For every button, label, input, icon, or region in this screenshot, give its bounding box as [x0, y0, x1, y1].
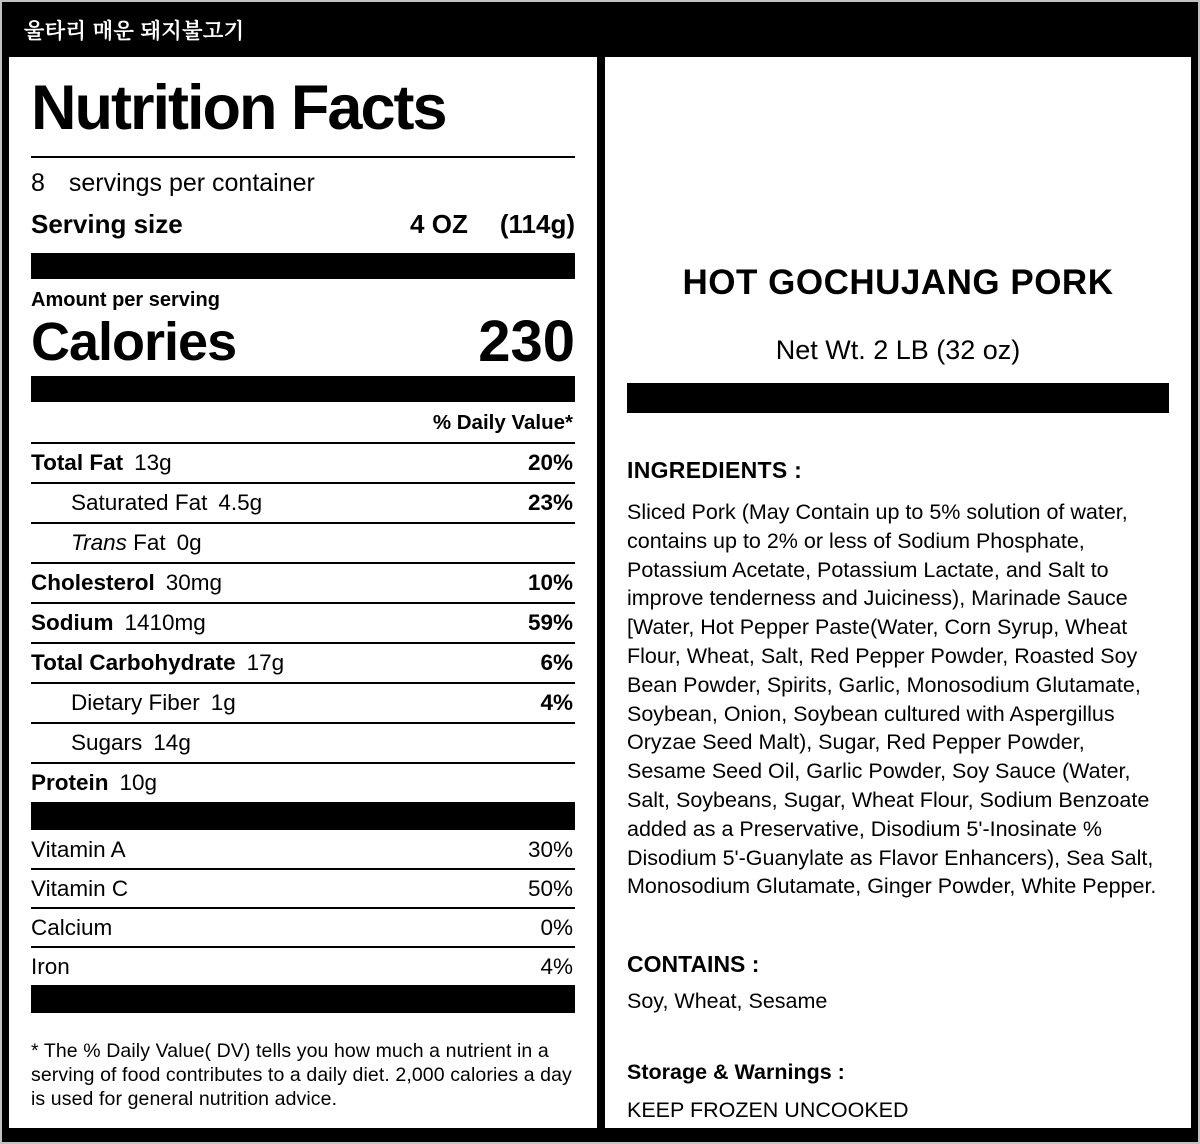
dv-total-fat: 20%	[527, 450, 573, 476]
serving-size-value: 4 OZ	[410, 209, 468, 239]
vitamin-row-calcium: Calcium 0%	[31, 907, 575, 946]
dv-dietary-fiber: 4%	[540, 690, 573, 716]
thick-bar-1	[31, 253, 575, 279]
ingredients-heading: INGREDIENTS :	[627, 457, 803, 483]
nutrient-row-protein: Protein 10g	[31, 762, 575, 802]
serving-size-row	[31, 200, 575, 253]
label-panels	[2, 57, 1198, 1136]
calories-row	[31, 309, 575, 374]
nutrient-row-total-fat: Total Fat 13g 20%	[31, 442, 575, 482]
dv-saturated-fat: 23%	[527, 490, 573, 516]
vitamins-section	[31, 831, 575, 985]
dv-vitamin-c: 50%	[527, 875, 573, 901]
vitamin-row-iron: Iron 4%	[31, 946, 575, 985]
servings-label: servings per container	[68, 169, 315, 197]
vitamin-row-vitamin-c: Vitamin C 50%	[31, 868, 575, 907]
dv-total-carbohydrate: 6%	[540, 650, 573, 676]
nutrient-row-sugars: Sugars 14g	[31, 722, 575, 762]
window-titlebar	[2, 2, 1198, 57]
servings-count: 8	[31, 169, 45, 197]
net-weight: Net Wt. 2 LB (32 oz)	[775, 335, 1021, 365]
nutrient-row-saturated-fat: Saturated Fat 4.5g 23%	[31, 482, 575, 522]
serving-size-label: Serving size	[31, 209, 183, 239]
servings-per-container-row	[31, 158, 575, 200]
thick-bar-2	[31, 376, 575, 402]
window-title: 울타리 매운 돼지불고기	[24, 19, 245, 43]
dv-vitamin-a: 30%	[527, 836, 573, 862]
dv-calcium: 0%	[540, 914, 573, 940]
serving-size-grams: (114g)	[499, 209, 575, 239]
nutrient-row-total-carbohydrate: Total Carbohydrate 17g 6%	[31, 642, 575, 682]
amount-per-serving-label: Amount per serving	[31, 289, 220, 311]
thick-bar-4	[31, 985, 575, 1013]
nutrient-row-trans-fat: Trans Fat 0g	[31, 522, 575, 562]
nutrient-row-dietary-fiber: Dietary Fiber 1g 4%	[31, 682, 575, 722]
nutrient-row-sodium: Sodium 1410mg 59%	[31, 602, 575, 642]
trans-italic: Trans	[71, 530, 127, 556]
storage-warnings-heading: Storage & Warnings :	[627, 1060, 845, 1085]
calories-value: 230	[478, 309, 575, 374]
product-divider-bar	[627, 383, 1169, 413]
daily-value-footnote: * The % Daily Value( DV) tells you how much a nutrient in a serving of food contributes to a daily diet. 2,000 calories a day is used for general nutrition advice.	[31, 1040, 572, 1111]
serving-size-value-group	[410, 209, 575, 240]
product-name: HOT GOCHUJANG PORK	[682, 263, 1114, 302]
nutrition-facts-title: Nutrition Facts	[31, 73, 446, 143]
nutrition-facts-panel	[9, 57, 597, 1128]
product-info-panel	[605, 57, 1191, 1128]
dv-iron: 4%	[540, 953, 573, 979]
contains-heading: CONTAINS :	[627, 951, 760, 978]
daily-value-header: % Daily Value*	[432, 411, 573, 435]
dv-cholesterol: 10%	[527, 570, 573, 596]
calories-label: Calories	[31, 312, 237, 373]
ingredients-text: Sliced Pork (May Contain up to 5% solution of water, contains up to 2% or less of Sodium Phosphate, Potassium Acetate, Potassium Lactate, and Salt to improve tenderness and Juiciness), Marinade Sauce [Water, Hot Pepper Paste(Water, Corn Syrup, Wheat Flour, Wheat, Salt, Red Pepper Powder, Roasted Soy Bean Powder, Spirits, Garlic, Monosodium Glutamate, Soybean, Onion, Soybean cultured with Aspergillus Oryzae Seed Malt), Sugar, Red Pepper Powder, Sesame Seed Oil, Garlic Powder, Soy Sauce (Water, Salt, Soybeans, Sugar, Wheat Flour, Sodium Benzoate added as a Preservative, Disodium 5'-Inosinate % Disodium 5'-Guanylate as Flavor Enhancers), Sea Salt, Monosodium Glutamate, Ginger Powder, White Pepper.	[627, 500, 1157, 899]
nutrient-row-cholesterol: Cholesterol 30mg 10%	[31, 562, 575, 602]
storage-warnings-text: KEEP FROZEN UNCOOKED	[627, 1098, 909, 1123]
dv-sodium: 59%	[527, 610, 573, 636]
contains-text: Soy, Wheat, Sesame	[627, 989, 828, 1014]
vitamin-row-vitamin-a: Vitamin A 30%	[31, 836, 573, 862]
thick-bar-3	[31, 802, 575, 830]
